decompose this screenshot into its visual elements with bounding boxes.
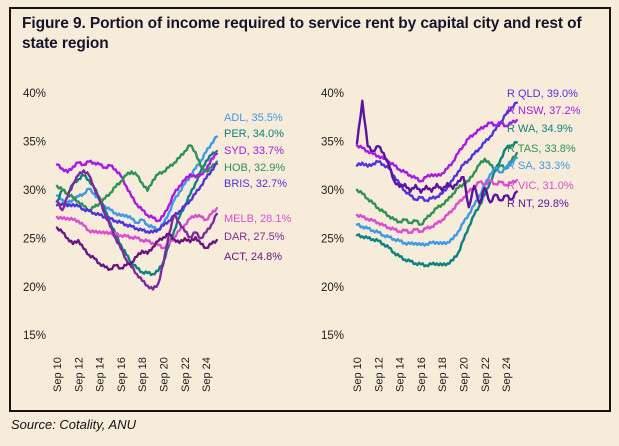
y-tick-label: 15% — [320, 330, 344, 343]
y-tick-label: 40% — [320, 88, 344, 101]
x-tick-label: Sep 20 — [158, 357, 171, 392]
series-end-label-act: ACT, 24.8% — [224, 251, 283, 263]
series-end-label-r-nsw: R NSW, 37.2% — [507, 105, 581, 117]
y-tick-label: 20% — [320, 281, 344, 294]
x-tick-label: Sep 16 — [415, 357, 428, 392]
x-tick-label: Sep 10 — [352, 357, 364, 392]
x-tick-label: Sep 16 — [115, 357, 128, 392]
y-tick-label: 35% — [320, 136, 344, 149]
x-tick-label: Sep 22 — [479, 357, 492, 392]
rest-of-state-svg — [300, 78, 619, 410]
x-tick-label: Sep 24 — [201, 357, 214, 392]
x-tick-label: Sep 22 — [179, 357, 192, 392]
series-end-label-hob: HOB, 32.9% — [224, 162, 286, 174]
x-tick-label: Sep 12 — [73, 357, 86, 392]
series-end-label-bris: BRIS, 32.7% — [224, 178, 287, 190]
x-tick-label: Sep 14 — [94, 357, 107, 392]
series-end-label-dar: DAR, 27.5% — [224, 231, 285, 243]
x-tick-label: Sep 12 — [373, 357, 386, 392]
capital-city-chart — [8, 78, 300, 410]
y-tick-label: 30% — [22, 185, 46, 197]
series-end-label-r-vic: R VIC, 31.0% — [507, 180, 574, 192]
x-tick-label: Sep 18 — [137, 357, 150, 392]
series-end-label-r-nt: R NT, 29.8% — [507, 198, 569, 210]
x-tick-label: Sep 18 — [437, 357, 450, 392]
y-tick-label: 25% — [22, 233, 46, 246]
capital-city-svg — [8, 78, 300, 410]
y-tick-label: 20% — [22, 281, 46, 294]
x-tick-label: Sep 20 — [458, 357, 471, 392]
series-end-label-melb: MELB, 28.1% — [224, 213, 292, 225]
series-end-label-syd: SYD, 33.7% — [224, 145, 284, 157]
y-tick-label: 15% — [22, 330, 46, 343]
series-end-label-r-sa: R SA, 33.3% — [507, 160, 570, 172]
y-tick-label: 25% — [320, 233, 344, 246]
source-attribution: Source: Cotality, ANU — [11, 417, 136, 432]
rest-of-state-chart — [300, 78, 619, 410]
series-end-label-r-qld: R QLD, 39.0% — [507, 88, 578, 100]
y-tick-label: 40% — [22, 88, 46, 101]
series-end-label-adl: ADL, 35.5% — [224, 112, 283, 124]
series-line-r-nt — [357, 101, 517, 208]
series-end-label-per: PER, 34.0% — [224, 128, 284, 140]
y-tick-label: 30% — [320, 185, 344, 197]
series-end-label-r-wa: R WA, 34.9% — [507, 123, 573, 135]
series-end-label-r-tas: R TAS, 33.8% — [507, 143, 576, 155]
x-tick-label: Sep 14 — [394, 357, 407, 392]
x-tick-label: Sep 10 — [52, 357, 64, 392]
x-tick-label: Sep 24 — [501, 357, 514, 392]
y-tick-label: 35% — [22, 136, 46, 149]
figure-title: Figure 9. Portion of income required to service rent by capital city and rest of state region — [22, 15, 582, 53]
